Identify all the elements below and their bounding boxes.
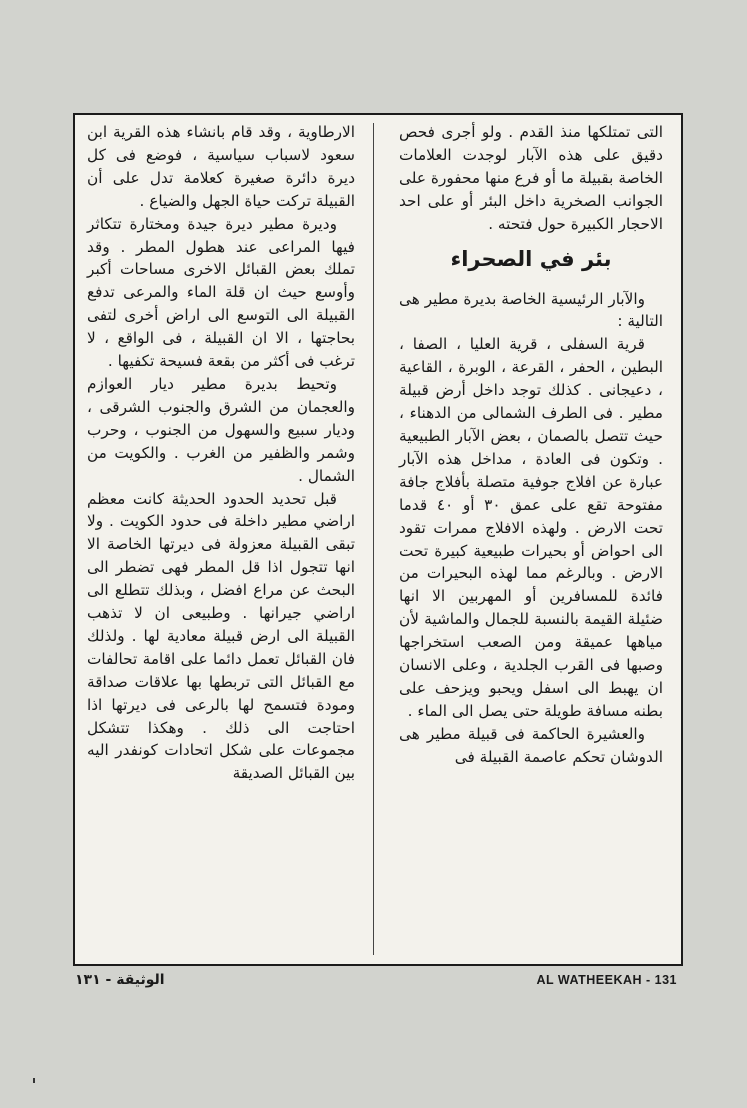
- paragraph: والآبار الرئيسية الخاصة بديرة مطير هى التالية :: [399, 289, 663, 331]
- column-divider: [373, 123, 374, 955]
- paragraph: قبل تحديد الحدود الحديثة كانت معظم اراضي مطير داخلة فى حدود الكويت . ولا تبقى القبيلة معزولة فى ديرتها الخاصة الا انها تتجول اذا قل المطر فهى تضطر الى البحث عن مراع افضل ، وبذلك تتطلع الى اراضي جيرانها . وطبيعى ان لا تذهب القبيلة الى ارض قبيلة معادية لها . ولذلك فان القبائل تعمل دائما على اقامة تحالفات مع القبائل التى تربطها بها علاقات صداقة ومودة فتسمح لها بالرعى فى ديرتها اذا احتاجت الى ذلك . وهكذا تتشكل مجموعات على شكل اتحادات كونفدر اليه بين القبائل الصديقة: [87, 489, 355, 783]
- paragraph: وتحيط بديرة مطير ديار العوازم والعجمان من الشرق والجنوب الشرقى ، وديار سبيع والسهول من الجنوب ، وحرب وشمر والظفير من الغرب . والكويت من الشمال .: [87, 374, 355, 485]
- footer-page-number-latin: AL WATHEEKAH - 131: [536, 973, 677, 987]
- section-heading: بئر في الصحراء: [450, 246, 612, 271]
- paragraph: وديرة مطير ديرة جيدة ومختارة تتكاثر فيها المراعى عند هطول المطر . وقد تملك بعض القبائل الاخرى مساحات أكبر وأوسع حيث ان قلة الماء والمرعى تدفع القبيلة الى التوسع الى اراض أخرى لتفى بحاجتها ، الا ان القبيلة ، فى الواقع ، لا ترغب فى أكثر من بقعة فسيحة تكفيها .: [87, 214, 355, 371]
- paragraph: التى تمتلكها منذ القدم . ولو أجرى فحص دقيق على هذه الآبار لوجدت العلامات الخاصة بقبيلة ما أو فرع منها محفورة على الجوانب الصخرية داخل البئر أو على احد الاحجار الكبيرة حول فتحته .: [399, 123, 663, 233]
- paragraph: والعشيرة الحاكمة فى قبيلة مطير هى الدوشان تحكم عاصمة القبيلة فى: [399, 724, 663, 766]
- page-frame: [73, 113, 683, 966]
- right-column: [399, 121, 663, 769]
- paragraph: الارطاوية ، وقد قام بانشاء هذه القرية ابن سعود لاسباب سياسية ، فوضع فى كل ديرة دائرة صغيرة كعلامة تدل على أن القبيلة تركت حياة الجهل والضياع .: [87, 123, 355, 210]
- footer-page-number-arabic: الوثيقة - ١٣١: [75, 972, 165, 988]
- paragraph: قرية السفلى ، قرية العليا ، الصفا ، البطين ، الحفر ، القرعة ، الوبرة ، القاعية ، دعيجانى . كذلك توجد داخل أرض قبيلة مطير . فى الطرف الشمالى من الدهناء ، حيث تتصل بالصمان ، بعض الآبار الطبيعية . وتكون فى العادة ، مداخل هذه الآبار عبارة عن افلاج جوفية متصلة بأفلاج جافة مفتوحة تقع على عمق ٣٠ أو ٤٠ قدما تحت الارض . ولهذه الافلاج ممرات تقود الى احواض أو بحيرات طبيعية كبيرة تحت الارض . وبالرغم مما لهذه البحيرات من فائدة للمسافرين أو المهربين الا انها ضئيلة القيمة بالنسبة للجمال والماشية لأن مياهها عميقة ومن الصعب استخراجها وصبها فى القرب الجلدية ، وعلى الانسان ان يهبط الى اسفل ويحبو ويزحف على بطنه مسافة طويلة حتى يصل الى الماء .: [399, 335, 663, 720]
- scan-mark: [33, 1078, 35, 1083]
- left-column: [87, 121, 355, 785]
